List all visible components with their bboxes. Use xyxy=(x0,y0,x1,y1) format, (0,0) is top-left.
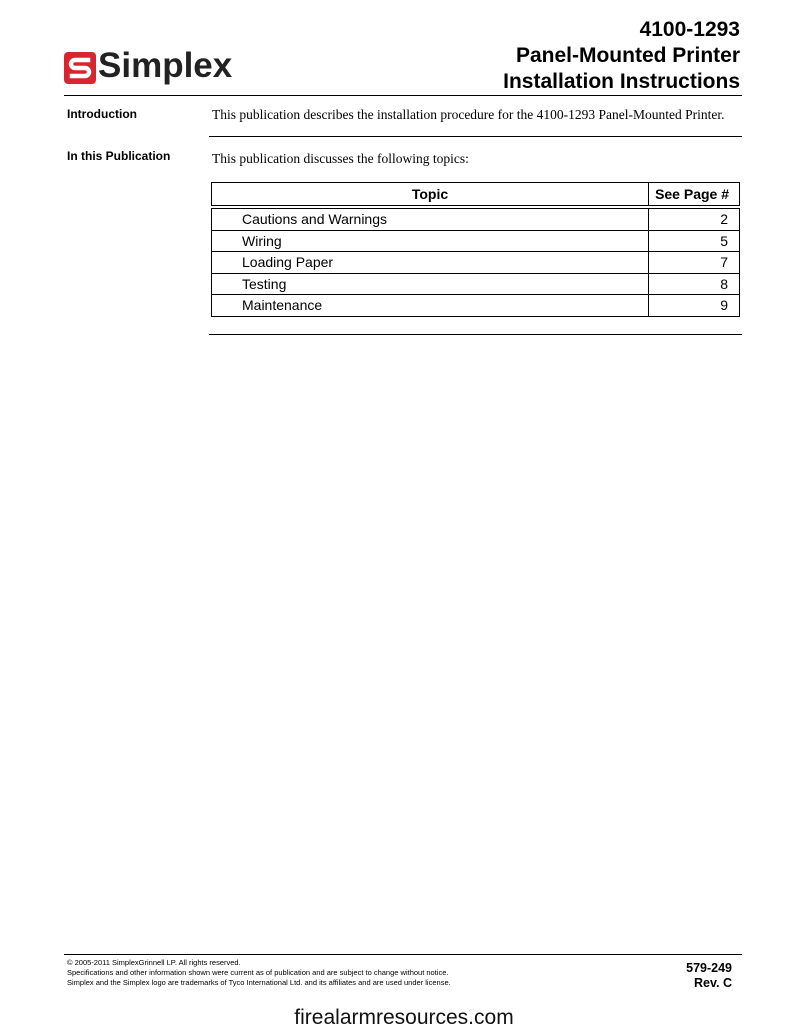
table-row xyxy=(212,207,740,230)
section-label-introduction: Introduction xyxy=(67,107,137,121)
title-line-doc-type: Installation Instructions xyxy=(503,70,740,93)
page-cell: 7 xyxy=(649,252,740,274)
topic-cell: Cautions and Warnings xyxy=(212,207,649,230)
column-header-topic: Topic xyxy=(212,183,649,208)
table-row xyxy=(212,295,740,317)
table-row xyxy=(212,252,740,274)
table-row xyxy=(212,273,740,295)
document-title xyxy=(503,17,740,95)
section-label-in-this-publication: In this Publication xyxy=(67,149,171,163)
revision: Rev. C xyxy=(694,976,732,990)
topic-cell: Wiring xyxy=(212,230,649,252)
introduction-text: This publication describes the installation procedure for the 4100-1293 Panel-Mounted Printer. xyxy=(212,107,725,122)
section-end-divider xyxy=(209,334,742,335)
table-row xyxy=(212,230,740,252)
footer-divider xyxy=(64,954,742,955)
page-cell: 5 xyxy=(649,230,740,252)
title-line-model: 4100-1293 xyxy=(639,18,740,41)
watermark-text: firealarmresources.com xyxy=(294,1006,514,1029)
page-cell: 9 xyxy=(649,295,740,317)
section-divider xyxy=(209,136,742,137)
in-this-publication-text: This publication discusses the following topics: xyxy=(212,151,469,166)
trademark-notice: Simplex and the Simplex logo are trademarks of Tyco International Ltd. and its affiliates and are used under license. xyxy=(67,978,451,987)
simplex-logo xyxy=(64,46,248,86)
topic-cell: Testing xyxy=(212,273,649,295)
copyright-line: © 2005-2011 SimplexGrinnell LP. All rights reserved. xyxy=(67,958,241,967)
simplex-logo-mark-icon xyxy=(64,52,96,84)
column-header-page: See Page # xyxy=(649,183,740,208)
title-line-product: Panel-Mounted Printer xyxy=(515,44,740,67)
topic-cell: Loading Paper xyxy=(212,252,649,274)
topics-table xyxy=(211,182,740,317)
specifications-notice: Specifications and other information shown were current as of publication and are subject to change without notice. xyxy=(67,968,449,977)
footer-legal xyxy=(67,958,451,988)
page-cell: 2 xyxy=(649,207,740,230)
footer-doc-id xyxy=(686,961,732,991)
header-divider xyxy=(64,95,742,96)
page-cell: 8 xyxy=(649,273,740,295)
topic-cell: Maintenance xyxy=(212,295,649,317)
logo-wordmark: Simplex xyxy=(98,46,233,85)
doc-number: 579-249 xyxy=(686,961,732,975)
table-header-row xyxy=(212,183,740,208)
